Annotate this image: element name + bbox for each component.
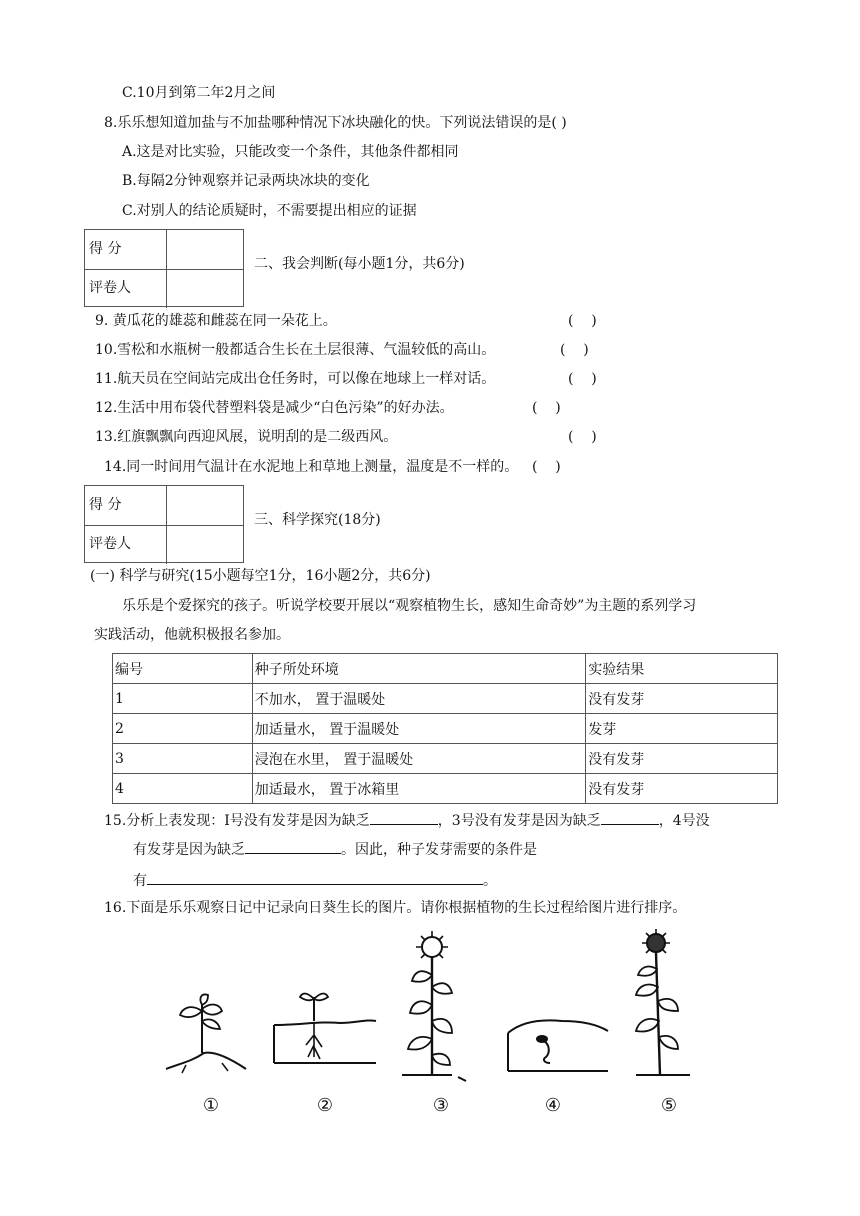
seedling-leaves-illustration (162, 925, 262, 1085)
intro-line-2: 实践活动，他就积极报名参加。 (94, 627, 290, 643)
judge-answer-12[interactable]: ( ) (532, 400, 561, 416)
picture-5-label: ⑤ (660, 1095, 678, 1116)
q15-line-1 (104, 810, 710, 830)
q15-blank-4[interactable] (147, 870, 483, 885)
grader-label: 评卷人 (85, 269, 167, 308)
judge-answer-13[interactable]: ( ) (568, 429, 597, 445)
picture-3-label: ③ (432, 1095, 450, 1116)
q8-option-c: C.对别人的结论质疑时，不需要提出相应的证据 (122, 203, 417, 219)
table-row (113, 714, 778, 744)
picture-5[interactable] (620, 925, 720, 1125)
row-result: 没有发芽 (586, 684, 778, 714)
score-value-cell[interactable] (168, 486, 243, 525)
q15-line-3 (133, 870, 497, 890)
row-environment: 加适最水， 置于冰箱里 (252, 774, 585, 804)
row-result: 没有发芽 (586, 744, 778, 774)
header-result: 实验结果 (586, 654, 778, 684)
q15-blank-3[interactable] (245, 839, 341, 854)
picture-2[interactable] (270, 925, 370, 1125)
q15-text-e: 。因此，种子发芽需要的条件是 (341, 842, 537, 858)
q15-text-d: 有发芽是因为缺乏 (133, 842, 245, 858)
section2-title: 二、我会判断(每小题1分，共6分) (254, 256, 465, 272)
row-environment: 不加水， 置于温暖处 (252, 684, 585, 714)
mature-sunflower-illustration (620, 925, 720, 1085)
picture-1[interactable] (162, 925, 262, 1125)
judge-item-10: 10.雪松和水瓶树一般都适合生长在土层很薄、气温较低的高山。 (95, 342, 496, 358)
sunflower-growth-pictures (150, 925, 730, 1125)
score-label: 得 分 (85, 230, 167, 269)
judge-answer-11[interactable]: ( ) (568, 371, 597, 387)
picture-3[interactable] (392, 925, 492, 1125)
table-row (113, 684, 778, 714)
q15-text-c: ，4号没 (658, 813, 710, 829)
header-number: 编号 (113, 654, 253, 684)
judge-item-9: 9. 黄瓜花的雄蕊和雌蕊在同一朵花上。 (95, 313, 337, 329)
grader-value-cell[interactable] (168, 525, 243, 564)
row-number: 3 (113, 744, 253, 774)
flowering-sunflower-illustration (392, 925, 492, 1085)
row-result: 发芽 (586, 714, 778, 744)
table-row (113, 774, 778, 804)
judge-item-12: 12.生活中用布袋代替塑料袋是减少“白色污染”的好办法。 (95, 400, 454, 416)
score-value-cell[interactable] (168, 230, 243, 269)
experiment-table (112, 653, 778, 804)
sprout-roots-illustration (270, 925, 380, 1085)
row-environment: 加适量水， 置于温暖处 (252, 714, 585, 744)
score-box-section3 (84, 485, 244, 563)
grader-value-cell[interactable] (168, 269, 243, 308)
q15-line-2 (133, 839, 537, 859)
q8-option-b: B.每隔2分钟观察并记录两块冰块的变化 (122, 173, 370, 189)
q15-blank-1[interactable] (370, 810, 438, 825)
picture-4-label: ④ (544, 1095, 562, 1116)
q15-blank-2[interactable] (601, 810, 659, 825)
picture-4[interactable] (502, 925, 602, 1125)
section3-sub1-title: (一) 科学与研究(15小题每空1分，16小题2分，共6分) (90, 568, 431, 584)
q15-text-g: 。 (483, 873, 497, 889)
row-number: 2 (113, 714, 253, 744)
intro-line-1: 乐乐是个爱探究的孩子。听说学校要开展以“观察植物生长，感知生命奇妙”为主题的系列学习 (122, 598, 697, 614)
judge-item-13: 13.红旗飘飘向西迎风展，说明刮的是二级西风。 (95, 429, 398, 445)
q8-stem: 8.乐乐想知道加盐与不加盐哪种情况下冰块融化的快。下列说法错误的是( ) (104, 115, 567, 131)
q16-stem: 16.下面是乐乐观察日记中记录向日葵生长的图片。请你根据植物的生长过程给图片进行排序。 (104, 900, 687, 916)
row-number: 1 (113, 684, 253, 714)
picture-2-label: ② (316, 1095, 334, 1116)
judge-item-14: 14.同一时间用气温计在水泥地上和草地上测量，温度是不一样的。 (104, 459, 519, 475)
q8-option-a: A.这是对比实验，只能改变一个条件，其他条件都相同 (122, 144, 459, 160)
judge-answer-9[interactable]: ( ) (568, 313, 597, 329)
q15-text-f: 有 (133, 873, 147, 889)
germinating-seed-illustration (502, 925, 612, 1085)
table-header-row (113, 654, 778, 684)
grader-label: 评卷人 (85, 525, 167, 564)
judge-answer-10[interactable]: ( ) (560, 342, 589, 358)
score-label: 得 分 (85, 486, 167, 525)
row-number: 4 (113, 774, 253, 804)
table-row (113, 744, 778, 774)
q15-text-a: 15.分析上表发现：Ⅰ号没有发芽是因为缺乏 (104, 813, 370, 829)
q15-text-b: ，3号没有发芽是因为缺乏 (437, 813, 601, 829)
section3-title: 三、科学探究(18分) (254, 512, 381, 528)
judge-item-11: 11.航天员在空间站完成出仓任务时，可以像在地球上一样对话。 (95, 371, 496, 387)
row-result: 没有发芽 (586, 774, 778, 804)
picture-1-label: ① (202, 1095, 220, 1116)
q7-option-c: C.10月到第二年2月之间 (122, 85, 276, 101)
score-box-section2 (84, 229, 244, 307)
judge-answer-14[interactable]: ( ) (532, 459, 561, 475)
header-environment: 种子所处环境 (252, 654, 585, 684)
row-environment: 浸泡在水里， 置于温暖处 (252, 744, 585, 774)
